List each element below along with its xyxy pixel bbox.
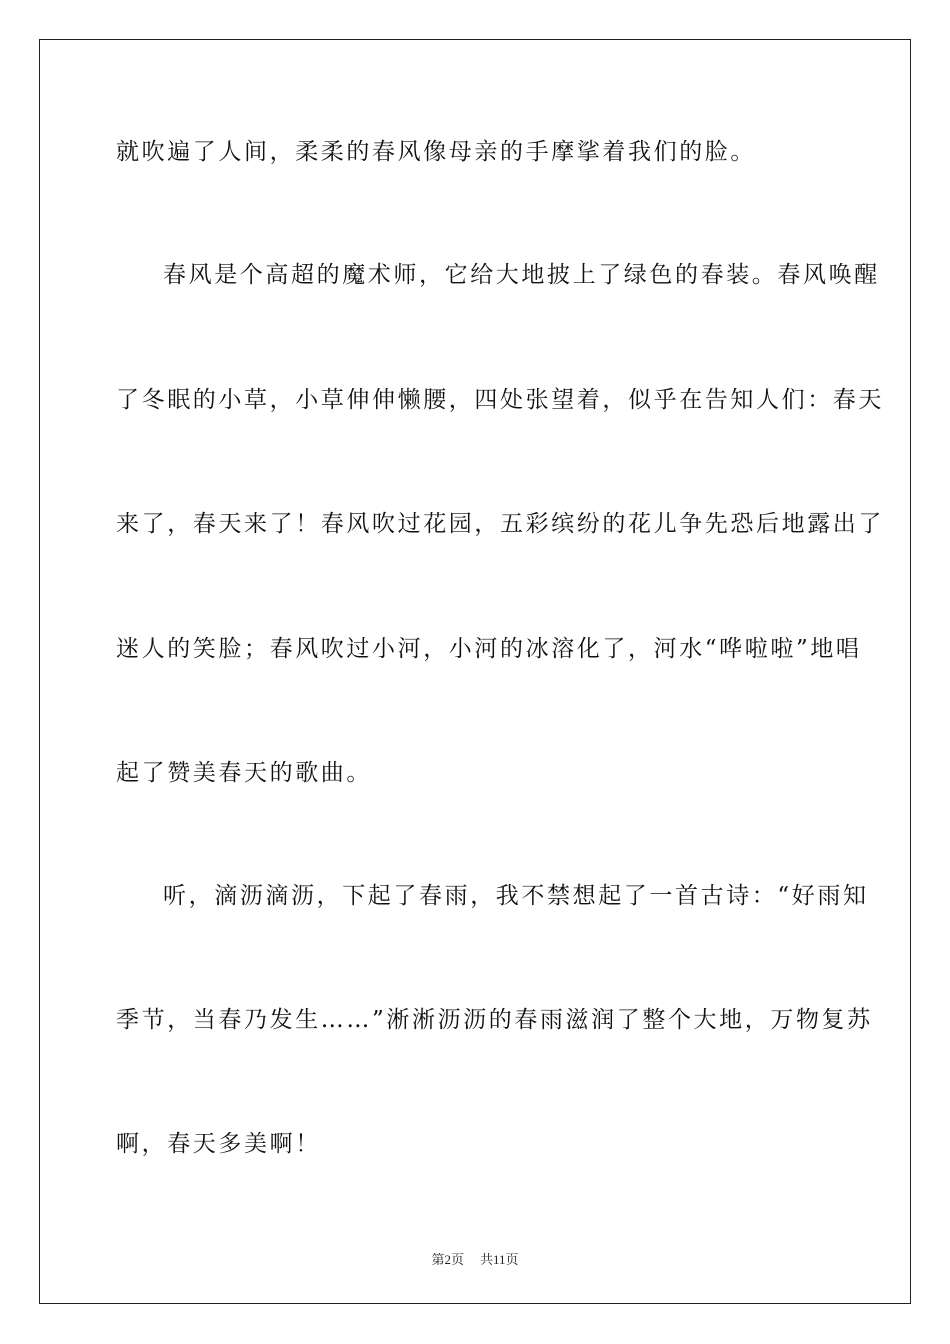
- text-line: 啊，春天多美啊！: [116, 1131, 321, 1157]
- text-line: 春风是个高超的魔术师，它给大地披上了绿色的春装。春风唤醒: [163, 262, 880, 288]
- text-line: 季节，当春乃发生……”淅淅沥沥的春雨滋润了整个大地，万物复苏: [116, 1007, 873, 1033]
- page-total: 共11页: [479, 1252, 519, 1267]
- text-line: 听，滴沥滴沥，下起了春雨，我不禁想起了一首古诗：“好雨知: [163, 883, 869, 909]
- text-line: 了冬眠的小草，小草伸伸懒腰，四处张望着，似乎在告知人们：春天: [116, 387, 884, 413]
- text-line: 起了赞美春天的歌曲。: [116, 760, 372, 786]
- text-line: 来了，春天来了！春风吹过花园，五彩缤纷的花儿争先恐后地露出了: [116, 511, 884, 537]
- page-border: [39, 39, 911, 1304]
- text-line: 就吹遍了人间，柔柔的春风像母亲的手摩挲着我们的脸。: [116, 139, 756, 165]
- page-footer: [0, 1249, 950, 1268]
- text-line: 迷人的笑脸；春风吹过小河，小河的冰溶化了，河水“哗啦啦”地唱: [116, 636, 862, 662]
- page-number: 第2页: [431, 1252, 464, 1267]
